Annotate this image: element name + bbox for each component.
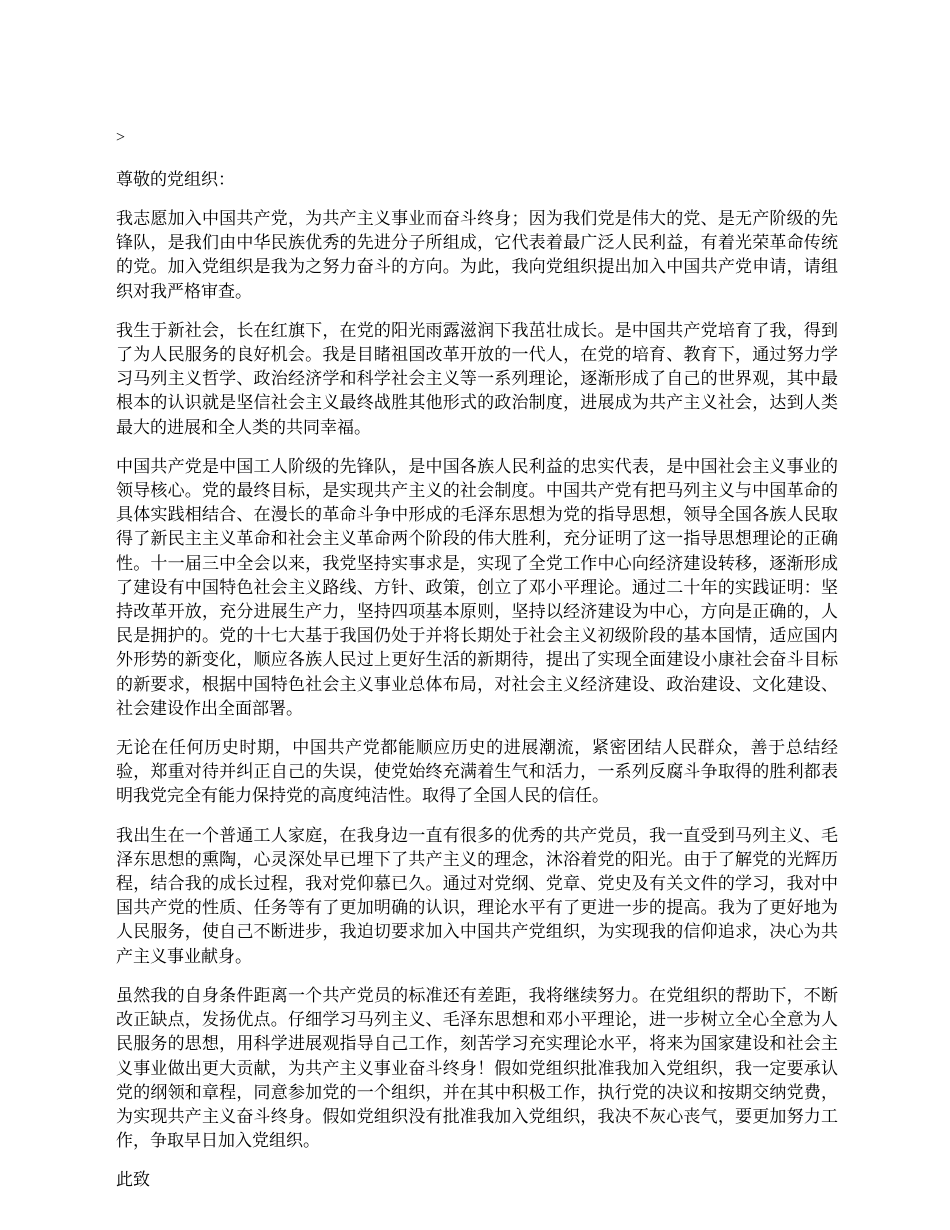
document-page [116,126,838,1192]
salutation: 尊敬的党组织： [116,170,235,190]
paragraph-4: 无论在任何历史时期，中国共产党都能顺应历史的进展潮流，紧密团结人民群众，善于总结经验，郑重对待并纠正自己的失误，使党始终充满着生气和活力，一系列反腐斗争取得的胜利都表明我党完全有能力保持党的高度纯洁性。取得了全国人民的信任。 [116,738,838,807]
paragraph-2: 我生于新社会，长在红旗下，在党的阳光雨露滋润下我茁壮成长。是中国共产党培育了我，得到了为人民服务的良好机会。我是目睹祖国改革开放的一代人，在党的培育、教育下，通过努力学习马列主义哲学、政治经济学和科学社会主义等一系列理论，逐渐形成了自己的世界观，其中最根本的认识就是坚信社会主义最终战胜其他形式的政治制度，进展成为共产主义社会，达到人类最大的进展和全人类的共同幸福。 [116,320,838,438]
paragraph-5: 我出生在一个普通工人家庭，在我身边一直有很多的优秀的共产党员，我一直受到马列主义、毛泽东思想的熏陶，心灵深处早已埋下了共产主义的理念，沐浴着党的阳光。由于了解党的光辉历程，结合我的成长过程，我对党仰慕已久。通过对党纲、党章、党史及有关文件的学习，我对中国共产党的性质、任务等有了更加明确的认识，理论水平有了更进一步的提高。我为了更好地为人民服务，使自己不断进步，我迫切要求加入中国共产党组织，为实现我的信仰追求，决心为共产主义事业献身。 [116,825,838,967]
paragraph-6: 虽然我的自身条件距离一个共产党员的标准还有差距，我将继续努力。在党组织的帮助下，不断改正缺点，发扬优点。仔细学习马列主义、毛泽东思想和邓小平理论，进一步树立全心全意为人民服务的思想，用科学进展观指导自己工作，刻苦学习充实理论水平，将来为国家建设和社会主义事业做出更大贡献，为共产主义事业奋斗终身！假如党组织批准我加入党组织，我一定要承认党的纲领和章程，同意参加党的一个组织，并在其中积极工作，执行党的决议和按期交纳党费，为实现共产主义奋斗终身。假如党组织没有批准我加入党组织，我决不灰心丧气，要更加努力工作，争取早日加入党组织。 [116,985,838,1152]
paragraph-3: 中国共产党是中国工人阶级的先锋队，是中国各族人民利益的忠实代表，是中国社会主义事业的领导核心。党的最终目标，是实现共产主义的社会制度。中国共产党有把马列主义与中国革命的具体实践相结合、在漫长的革命斗争中形成的毛泽东思想为党的指导思想，领导全国各族人民取得了新民主主义革命和社会主义革命两个阶段的伟大胜利，充分证明了这一指导思想理论的正确性。十一届三中全会以来，我党坚持实事求是，实现了全党工作中心向经济建设转移，逐渐形成了建设有中国特色社会主义路线、方针、政策，创立了邓小平理论。通过二十年的实践证明：坚持改革开放，充分进展生产力，坚持四项基本原则，坚持以经济建设为中心，方向是正确的，人民是拥护的。党的十七大基于我国仍处于并将长期处于社会主义初级阶段的基本国情，适应国内外形势的新变化，顺应各族人民过上更好生活的新期待，提出了实现全面建设小康社会奋斗目标的新要求，根据中国特色社会主义事业总体布局，对社会主义经济建设、政治建设、文化建设、社会建设作出全面部署。 [116,456,838,719]
paragraph-1: 我志愿加入中国共产党，为共产主义事业而奋斗终身；因为我们党是伟大的党、是无产阶级的先锋队，是我们由中华民族优秀的先进分子所组成，它代表着最广泛人民利益，有着光荣革命传统的党。加入党组织是我为之努力奋斗的方向。为此，我向党组织提出加入中国共产党申请，请组织对我严格审查。 [116,209,838,302]
closing: 此致 [116,1170,150,1191]
marker-text: > [116,129,126,146]
